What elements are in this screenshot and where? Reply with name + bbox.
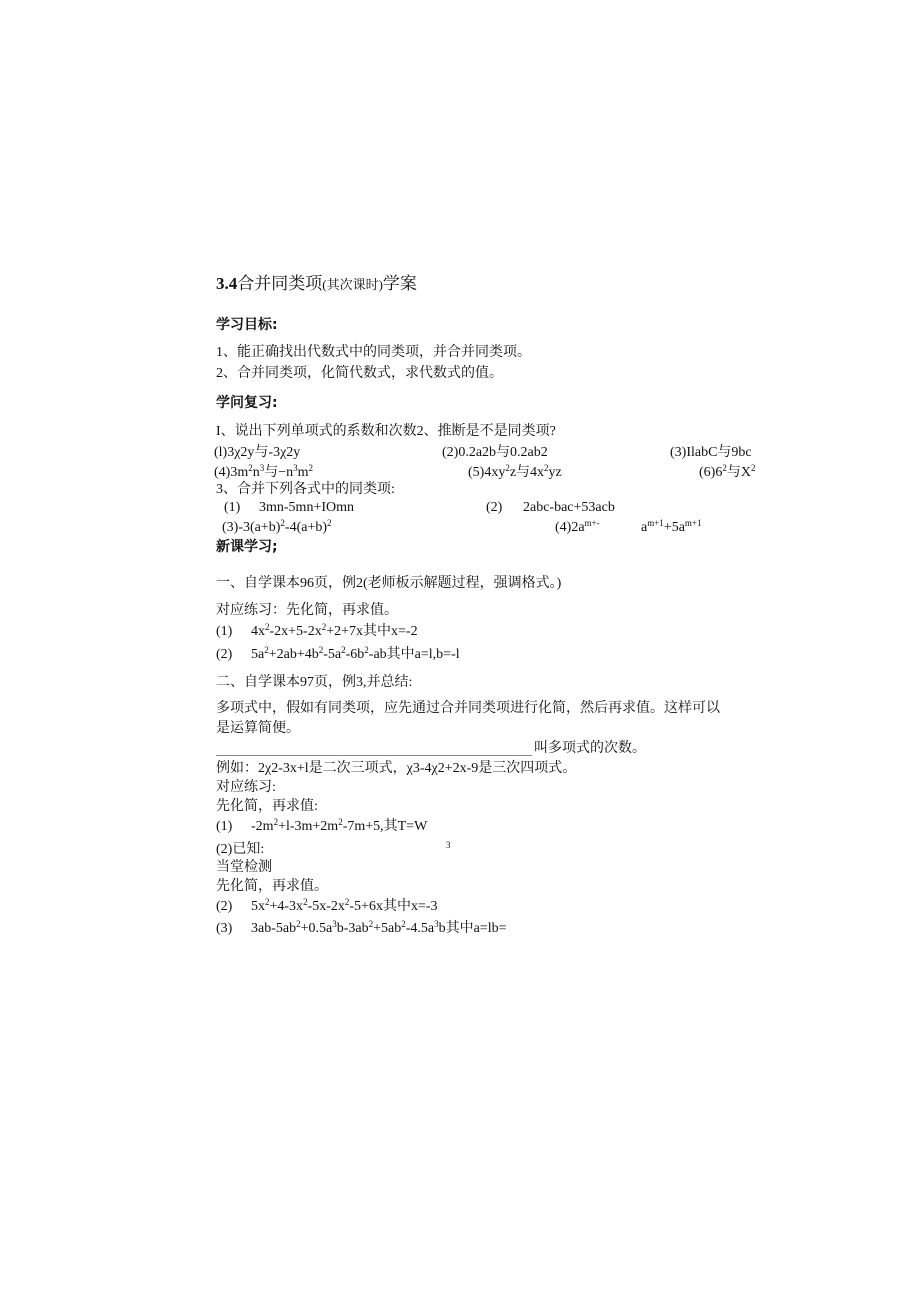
- goal-item-1: 1、能正确找出代数式中的同类项，并合并同类项。: [216, 345, 531, 360]
- ex6: $3ab-5ab^2+0.5a^3b-3ab^2+5ab^2-4.5a^3b$其中a=lb=: [251, 919, 507, 936]
- pair-2: (2)0.2a2b与0.2ab2: [442, 445, 548, 460]
- ex5-number: (2): [216, 899, 233, 914]
- practice-2: 对应练习:: [216, 780, 276, 795]
- paragraph-line-2: 是运算简便。: [216, 721, 300, 736]
- exercise-2: 2abc-bac+53acb: [523, 500, 615, 515]
- page-title: 3.4合并同类项(其次课时)学案: [216, 274, 417, 293]
- paragraph-line-1: 多项式中，假如有同类项，应先通过合并同类项进行化简，然后再求值。这样可以: [216, 701, 720, 716]
- blank-line: [216, 755, 532, 756]
- practice-1: 对应练习：先化简，再求值。: [216, 603, 398, 618]
- new-lesson-heading: 新课学习;: [216, 539, 278, 555]
- pair-1: (l)3χ2y与-3χ2y: [214, 445, 301, 460]
- simplify-prompt-2: 先化简，再求值。: [216, 879, 328, 894]
- simplify-prompt-1: 先化简，再求值:: [216, 799, 318, 814]
- ex5: $5x^2+4-3x^2-5x-2x^2-5+6x$其中x=-3: [251, 897, 438, 914]
- exercise-1: 3mn-5mn+IOmn: [259, 500, 354, 515]
- ex1: $4x^2-2x+5-2x^2+2+7x$其中x=-2: [251, 622, 418, 639]
- degree-definition: 叫多项式的次数。: [534, 741, 646, 756]
- ex3: $-2m^2+l-3m+2m^2-7m+5$,其T=W: [251, 817, 428, 834]
- ex4-mark: 3: [446, 840, 451, 850]
- exercise-4-continued: $a^{m+1}+5a^{m+1}$: [641, 518, 702, 535]
- ex2-number: (2): [216, 647, 233, 662]
- exercise-1-number: (1): [224, 500, 241, 515]
- review-question-1: I、说出下列单项式的系数和次数2、推断是不是同类项?: [216, 424, 556, 439]
- goal-item-2: 2、合并同类项，化简代数式，求代数式的值。: [216, 366, 503, 381]
- goals-heading: 学习目标:: [216, 317, 278, 333]
- pair-6: $(6)6^2$与$X^2$: [699, 463, 756, 480]
- ex3-number: (1): [216, 819, 233, 834]
- check-heading: 当堂检测: [216, 860, 272, 875]
- ex4: (2)已知:: [216, 842, 265, 857]
- exercise-2-number: (2): [486, 500, 503, 515]
- example-line: 例如：2χ2-3x+l是二次三项式，χ3-4χ2+2x-9是三次四项式。: [216, 761, 577, 776]
- review-heading: 学问复习:: [216, 395, 278, 411]
- exercise-4: $(4)2a^{m+-}$: [555, 518, 600, 535]
- ex2: $5a^2+2ab+4b^2-5a^2-6b^2-ab$其中a=l,b=-l: [251, 645, 460, 662]
- ex1-number: (1): [216, 624, 233, 639]
- pair-3: (3)IlabC与9bc: [670, 445, 752, 460]
- pair-5: $(5)4xy^2z$与$4x^2yz$: [468, 463, 562, 480]
- pair-4: $(4)3m^2n^3$与$-n^3m^2$: [214, 463, 314, 480]
- ex6-number: (3): [216, 921, 233, 936]
- review-question-3: 3、合并下列各式中的同类项:: [216, 482, 395, 497]
- section-2: 二、自学课本97页，例3,并总结:: [216, 675, 413, 690]
- section-1: 一、自学课本96页，例2(老师板示解题过程，强调格式。): [216, 576, 562, 591]
- exercise-3: $(3)-3(a+b)^2-4(a+b)^2$: [222, 518, 332, 535]
